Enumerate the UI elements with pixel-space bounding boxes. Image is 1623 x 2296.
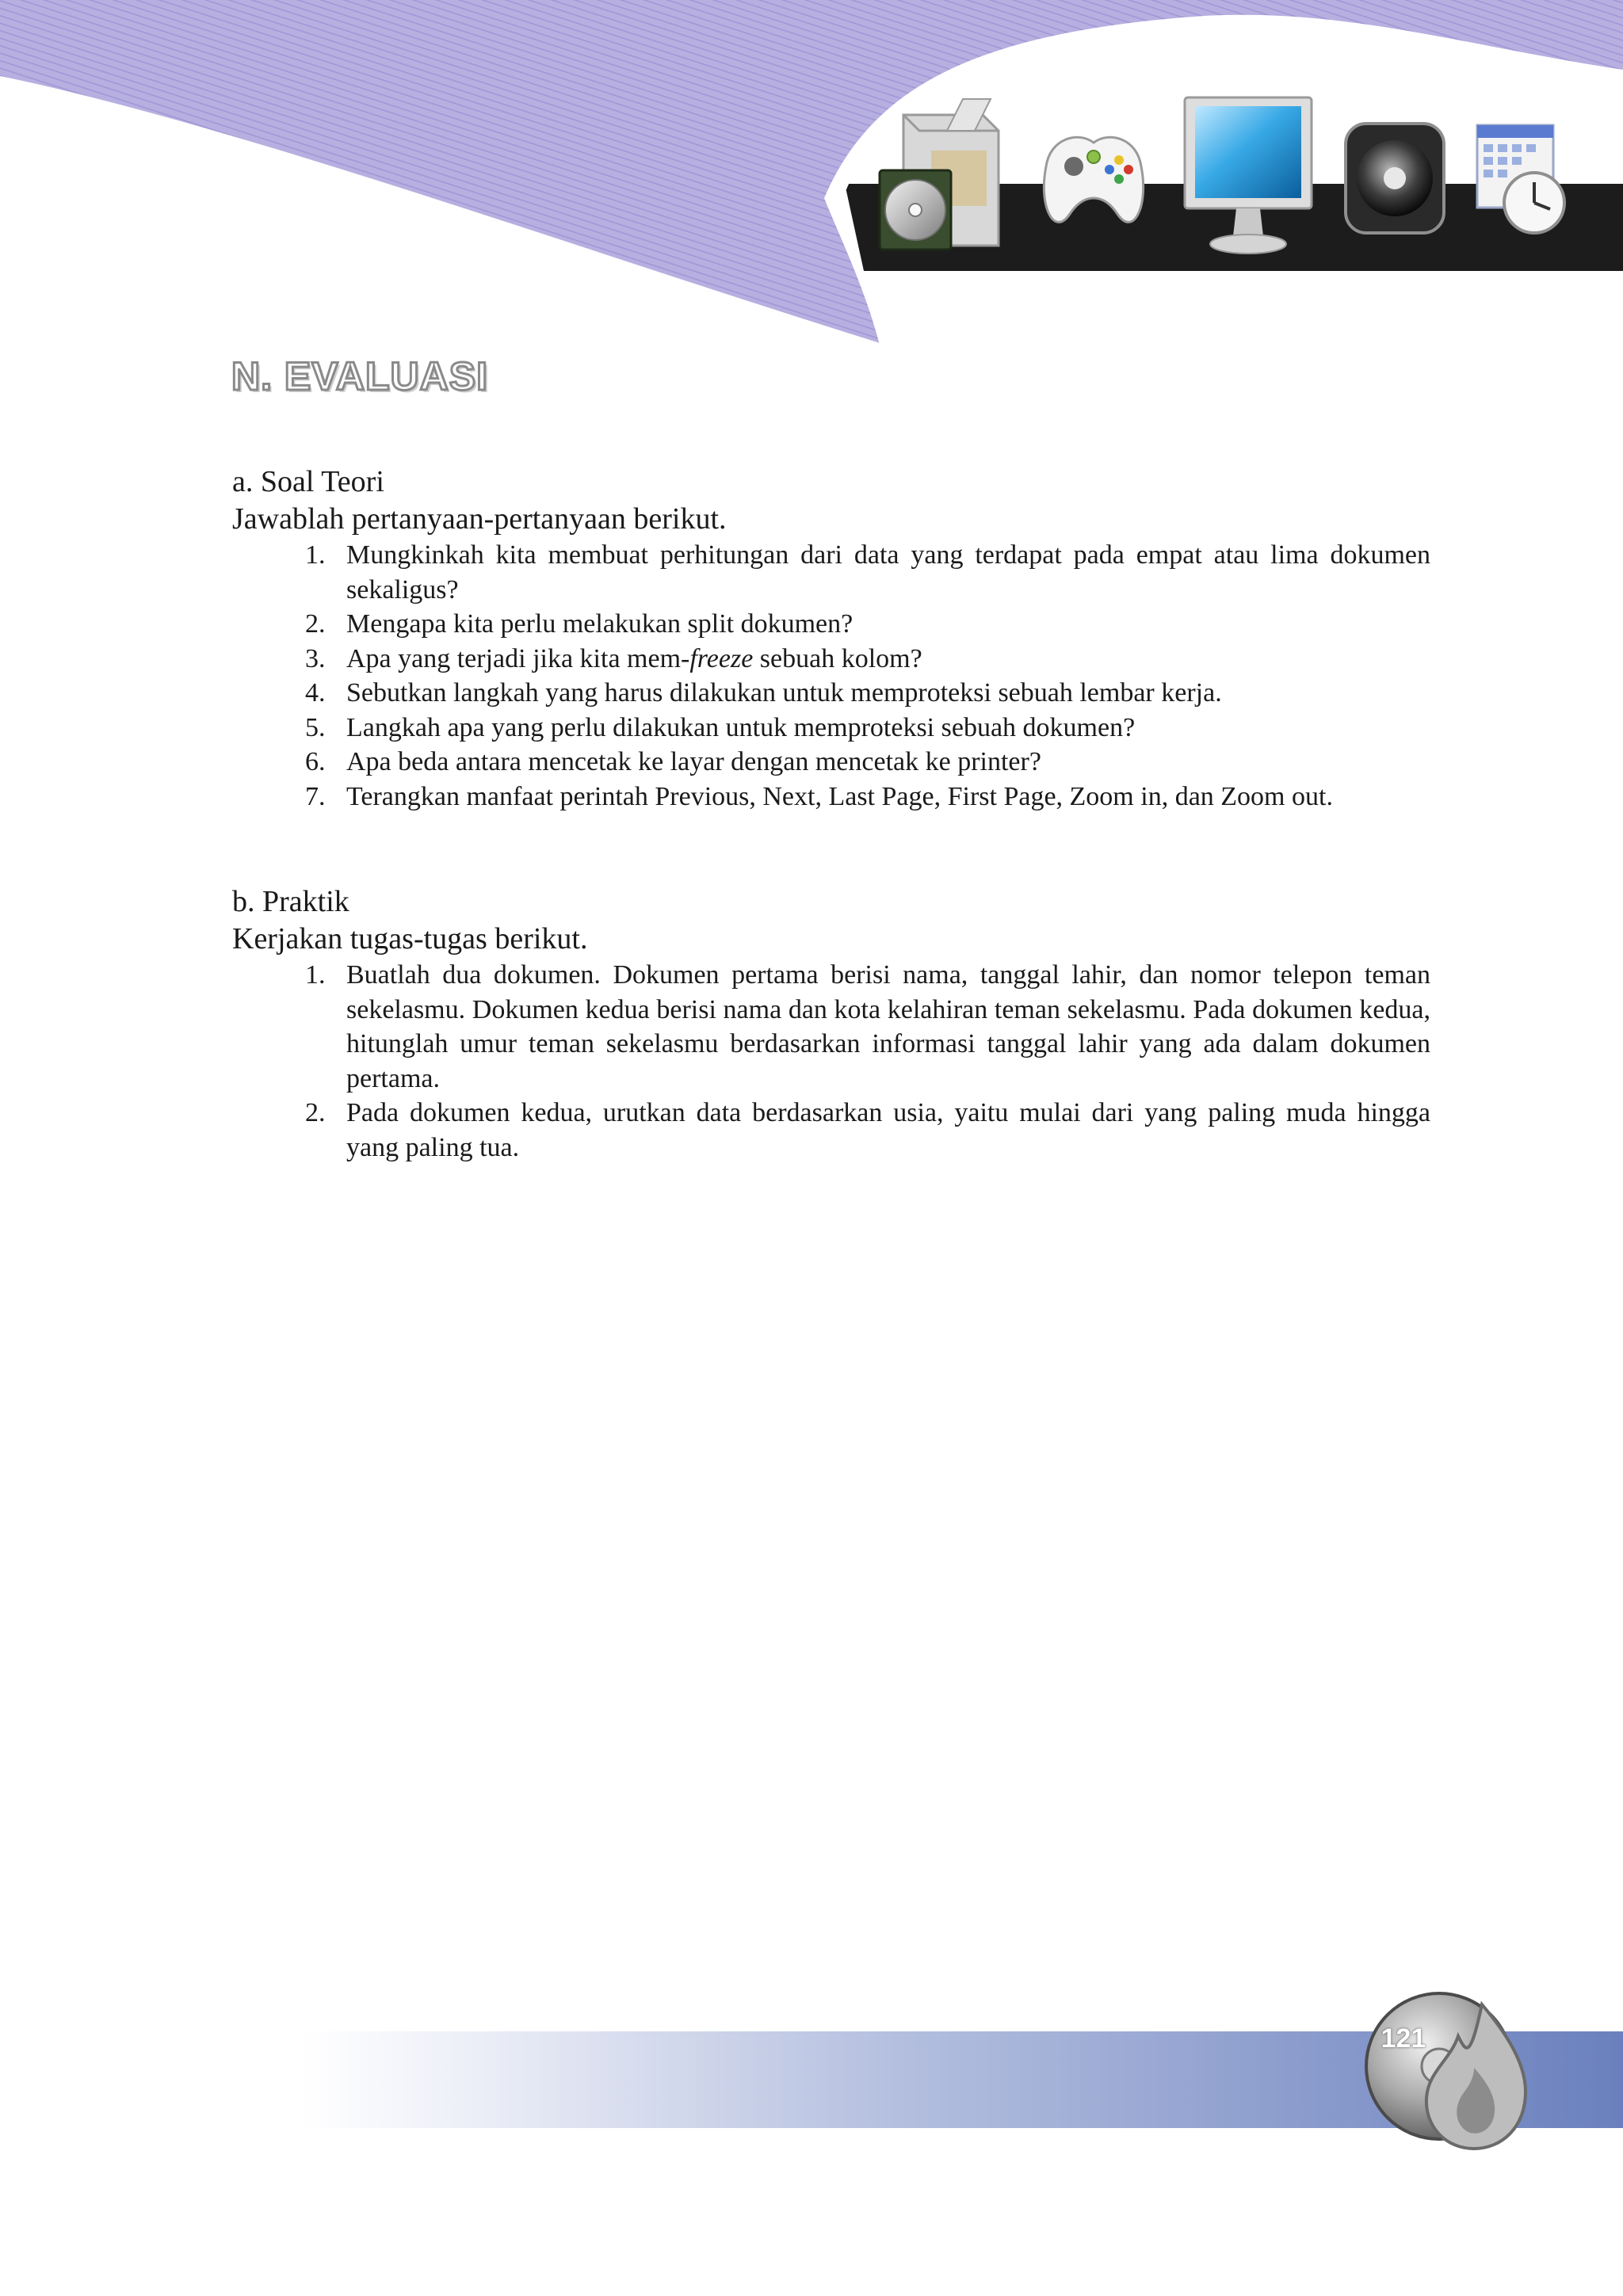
practice-list [232,958,1430,1165]
list-item [232,676,1430,711]
item-text: sebuah kolom? [753,643,922,673]
list-item [232,745,1430,780]
item-number: 2. [305,609,326,639]
item-number: 4. [305,678,326,707]
list-item [232,1096,1430,1165]
item-number: 2. [305,1098,326,1127]
monitor-icon [1181,93,1316,260]
item-text: Apa yang terjadi jika kita mem- [346,643,690,673]
calendar-clock-icon [1474,120,1569,239]
item-text: Pada dokumen kedua, urutkan data berdasarkan usia, yaitu mulai dari yang paling muda hingga yang paling tua. [346,1098,1430,1162]
list-item [232,642,1430,677]
list-item [232,711,1430,746]
theory-section [232,463,1430,814]
item-text: Terangkan manfaat perintah Previous, Next, Last Page, First Page, Zoom in, dan Zoom out. [346,781,1333,811]
page-number: 121 [1381,2023,1426,2054]
item-number: 3. [305,643,326,673]
theory-heading: a. Soal Teori [232,465,384,498]
theory-list [232,538,1430,814]
list-item [232,538,1430,607]
practice-instruction: Kerjakan tugas-tugas berikut. [232,922,588,955]
item-text: Sebutkan langkah yang harus dilakukan untuk memproteksi sebuah lembar kerja. [346,678,1222,707]
item-number: 6. [305,747,326,776]
list-item [232,607,1430,642]
item-number: 7. [305,781,326,811]
section-title: N. EVALUASI [231,354,488,399]
item-number: 1. [305,960,326,990]
item-text: Mungkinkah kita membuat perhitungan dari data yang terdapat pada empat atau lima dokumen sekaligus? [346,540,1430,605]
theory-instruction: Jawablah pertanyaan-pertanyaan berikut. [232,502,727,536]
software-box-icon [872,95,1006,261]
page-badge-disc-icon [1363,1973,1553,2163]
item-text: Apa beda antara mencetak ke layar dengan mencetak ke printer? [346,747,1041,776]
item-text: Mengapa kita perlu melakukan split dokumen? [346,609,854,639]
item-text-italic: freeze [689,643,754,673]
item-text: Langkah apa yang perlu dilakukan untuk memproteksi sebuah dokumen? [346,712,1136,742]
practice-heading: b. Praktik [232,885,349,918]
list-item [232,958,1430,1096]
item-number: 1. [305,540,326,570]
item-number: 5. [305,712,326,742]
game-controller-icon [1030,119,1157,246]
item-text: Buatlah dua dokumen. Dokumen pertama berisi nama, tanggal lahir, dan nomor telepon teman sekelasmu. Dokumen kedua berisi nama dan kota kelahiran teman sekelasmu. Pada dokumen kedua, hitunglah umur teman sekelasmu berdasarkan informasi tanggal lahir yang ada dalam dokumen pertama. [346,960,1430,1093]
speaker-icon [1339,119,1450,238]
practice-section [232,883,1430,1165]
list-item [232,780,1430,814]
